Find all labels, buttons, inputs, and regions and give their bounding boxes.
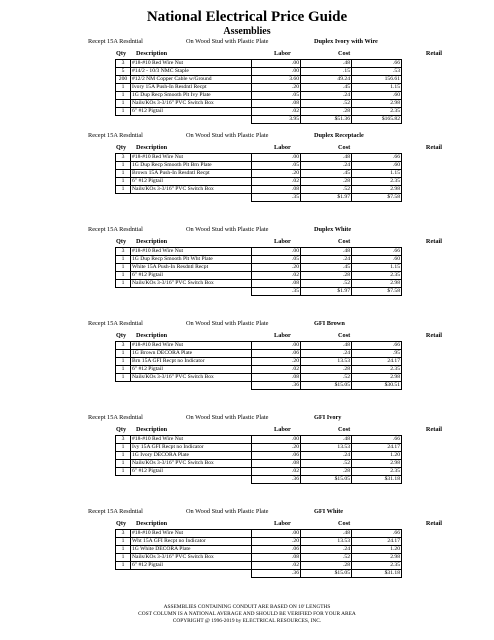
total-blank-cell: [116, 570, 131, 578]
cell-retail: 156.61: [352, 76, 402, 84]
section-receptacle: Recept 15A Resdntial: [88, 320, 143, 327]
cell-labor: .00: [252, 154, 301, 162]
total-blank-cell: [131, 288, 252, 296]
cell-retail: .53: [352, 68, 402, 76]
section-assembly-name: Duplex Ivory with Wire: [314, 38, 378, 45]
cell-qty: 3: [116, 436, 131, 444]
cell-cost: .45: [301, 170, 352, 178]
cell-retail: .66: [352, 154, 402, 162]
cell-qty: 1: [116, 546, 131, 554]
table-row: [116, 84, 402, 92]
cell-labor: .00: [252, 530, 301, 538]
cell-labor: .00: [252, 342, 301, 350]
assembly-section: [88, 414, 442, 508]
section-receptacle: Recept 15A Resdntial: [88, 414, 143, 421]
cell-desc: 1G Dup Recp Smooth Plt Wht Plate: [131, 256, 252, 264]
cell-retail: 2.98: [352, 100, 402, 108]
cell-cost: .28: [301, 366, 352, 374]
cell-cost: .48: [301, 530, 352, 538]
total-blank-cell: [116, 288, 131, 296]
cell-cost: .48: [301, 342, 352, 350]
cell-cost: .48: [301, 436, 352, 444]
table-row: [116, 162, 402, 170]
cell-retail: .66: [352, 342, 402, 350]
cell-labor: .00: [252, 68, 301, 76]
total-labor: .35: [252, 288, 301, 296]
cell-retail: 2.35: [352, 178, 402, 186]
section-receptacle: Recept 15A Resdntial: [88, 226, 143, 233]
cell-desc: Nails/KOs 3-3/16" PVC Switch Box: [131, 280, 252, 288]
table-row: [116, 444, 402, 452]
cell-cost: 49.24: [301, 76, 352, 84]
section-receptacle: Recept 15A Resdntial: [88, 132, 143, 139]
cell-qty: 3: [116, 248, 131, 256]
footer-notes: [0, 604, 494, 625]
cell-labor: .05: [252, 92, 301, 100]
col-description: Description: [136, 332, 168, 339]
col-cost: Cost: [338, 144, 351, 151]
cell-retail: .95: [352, 350, 402, 358]
table-row: [116, 538, 402, 546]
cell-labor: .05: [252, 162, 301, 170]
col-retail: Retail: [425, 50, 442, 57]
cell-qty: 1: [116, 108, 131, 116]
col-description: Description: [136, 144, 168, 151]
cell-qty: 1: [116, 264, 131, 272]
table-row: [116, 342, 402, 350]
cell-retail: 2.98: [352, 186, 402, 194]
total-cost: $51.36: [301, 116, 352, 124]
cell-desc: White 15A Push-In Resdntl Recpt: [131, 264, 252, 272]
cell-labor: .00: [252, 248, 301, 256]
cell-cost: .28: [301, 468, 352, 476]
cell-desc: Nails/KOs 3-3/16" PVC Switch Box: [131, 460, 252, 468]
cell-cost: .48: [301, 60, 352, 68]
col-labor: Labor: [274, 520, 291, 527]
cell-cost: .24: [301, 92, 352, 100]
col-retail: Retail: [425, 144, 442, 151]
col-qty: Qty: [116, 332, 127, 339]
cell-retail: .66: [352, 530, 402, 538]
cell-retail: .60: [352, 92, 402, 100]
total-blank-cell: [116, 194, 131, 202]
cell-qty: 3: [116, 60, 131, 68]
items-table: [115, 153, 402, 202]
cell-qty: 1: [116, 280, 131, 288]
cell-cost: .24: [301, 452, 352, 460]
table-row: [116, 374, 402, 382]
cell-qty: 3: [116, 342, 131, 350]
total-blank-cell: [131, 476, 252, 484]
cell-qty: 1: [116, 444, 131, 452]
items-table: [115, 59, 402, 124]
table-row: [116, 60, 402, 68]
col-qty: Qty: [116, 426, 127, 433]
cell-labor: .08: [252, 460, 301, 468]
assembly-section: [88, 320, 442, 414]
total-labor: .36: [252, 476, 301, 484]
total-blank-cell: [116, 382, 131, 390]
cell-cost: .24: [301, 350, 352, 358]
cell-desc: Brn 15A GFI Recpt no Indicator: [131, 358, 252, 366]
cell-retail: .60: [352, 162, 402, 170]
section-assembly-name: GFI Brown: [314, 320, 345, 327]
table-row: [116, 186, 402, 194]
items-table: [115, 341, 402, 390]
total-cost: $1.97: [301, 194, 352, 202]
cell-qty: 200: [116, 76, 131, 84]
cell-qty: 1: [116, 272, 131, 280]
cell-labor: .02: [252, 272, 301, 280]
table-row: [116, 108, 402, 116]
table-row: [116, 178, 402, 186]
cell-cost: .52: [301, 280, 352, 288]
cell-retail: .66: [352, 248, 402, 256]
cell-cost: .24: [301, 256, 352, 264]
cell-labor: .20: [252, 264, 301, 272]
total-cost: $15.05: [301, 570, 352, 578]
total-cost: $15.05: [301, 476, 352, 484]
cell-retail: 24.17: [352, 358, 402, 366]
cell-cost: .45: [301, 84, 352, 92]
cell-desc: #14/2 - 10/3 NMC Staple: [131, 68, 252, 76]
cell-desc: Nails/KOs 3-3/16" PVC Switch Box: [131, 186, 252, 194]
cell-desc: #18-#10 Red Wire Nut: [131, 342, 252, 350]
cell-cost: .28: [301, 562, 352, 570]
cell-labor: .08: [252, 554, 301, 562]
cell-cost: 13.53: [301, 358, 352, 366]
page-subtitle: Assemblies: [223, 26, 271, 37]
cell-labor: .20: [252, 358, 301, 366]
cell-labor: .06: [252, 452, 301, 460]
table-row: [116, 460, 402, 468]
total-blank-cell: [131, 382, 252, 390]
cell-desc: Ivy 15A GFI Recpt no Indicator: [131, 444, 252, 452]
table-row: [116, 100, 402, 108]
cell-retail: .66: [352, 60, 402, 68]
cell-labor: .08: [252, 100, 301, 108]
assembly-sections: [88, 38, 442, 602]
cell-desc: Nails/KOs 3-3/16" PVC Switch Box: [131, 374, 252, 382]
table-row: [116, 452, 402, 460]
cell-retail: 2.98: [352, 554, 402, 562]
cell-retail: 2.35: [352, 468, 402, 476]
cell-retail: 2.35: [352, 366, 402, 374]
table-row: [116, 280, 402, 288]
table-row: [116, 170, 402, 178]
cell-desc: 1G Dup Recp Smooth Plt Brn Plate: [131, 162, 252, 170]
col-description: Description: [136, 520, 168, 527]
cell-labor: 3.60: [252, 76, 301, 84]
cell-labor: .08: [252, 186, 301, 194]
cell-desc: 1G White DECORA Plate: [131, 546, 252, 554]
cell-labor: .20: [252, 84, 301, 92]
col-cost: Cost: [338, 332, 351, 339]
cell-qty: 1: [116, 178, 131, 186]
section-mounting: On Wood Stud with Plastic Plate: [186, 414, 269, 421]
col-retail: Retail: [425, 238, 442, 245]
cell-labor: .20: [252, 538, 301, 546]
section-mounting: On Wood Stud with Plastic Plate: [186, 320, 269, 327]
cell-labor: .02: [252, 468, 301, 476]
cell-qty: 1: [116, 358, 131, 366]
total-blank-cell: [131, 194, 252, 202]
cell-cost: .28: [301, 272, 352, 280]
section-receptacle: Recept 15A Resdntial: [88, 508, 143, 515]
cell-qty: 1: [116, 92, 131, 100]
assembly-section: [88, 132, 442, 226]
cell-retail: 2.98: [352, 280, 402, 288]
items-table: [115, 435, 402, 484]
cell-cost: .28: [301, 108, 352, 116]
cell-qty: 1: [116, 186, 131, 194]
table-row: [116, 92, 402, 100]
total-blank-cell: [131, 116, 252, 124]
total-blank-cell: [116, 476, 131, 484]
table-row: [116, 468, 402, 476]
cell-desc: Ivory 15A Push-In Resdntl Recpt: [131, 84, 252, 92]
total-retail: $31.18: [352, 476, 402, 484]
table-row: [116, 546, 402, 554]
table-row: [116, 272, 402, 280]
total-row: [116, 570, 402, 578]
items-table: [115, 247, 402, 296]
col-labor: Labor: [274, 238, 291, 245]
cell-cost: .15: [301, 68, 352, 76]
col-labor: Labor: [274, 144, 291, 151]
col-cost: Cost: [338, 238, 351, 245]
cell-qty: 1: [116, 468, 131, 476]
footer-line-cost: COST COLUMN IS A NATIONAL AVERAGE AND SHOULD BE VERIFIED FOR YOUR AREA: [138, 611, 356, 617]
cell-cost: .52: [301, 374, 352, 382]
cell-desc: Wht 15A GFI Recpt no Indicator: [131, 538, 252, 546]
cell-desc: #18-#10 Red Wire Nut: [131, 436, 252, 444]
cell-desc: #18-#10 Red Wire Nut: [131, 248, 252, 256]
total-retail: $7.58: [352, 194, 402, 202]
assembly-section: [88, 38, 442, 132]
section-assembly-name: GFI Ivory: [314, 414, 342, 421]
col-qty: Qty: [116, 50, 127, 57]
cell-retail: 1.20: [352, 546, 402, 554]
cell-cost: 13.53: [301, 444, 352, 452]
col-description: Description: [136, 50, 168, 57]
cell-desc: 6" #12 Pigtail: [131, 108, 252, 116]
items-table: [115, 529, 402, 578]
cell-qty: 1: [116, 100, 131, 108]
table-row: [116, 350, 402, 358]
cell-retail: 1.15: [352, 84, 402, 92]
cell-qty: 1: [116, 374, 131, 382]
total-row: [116, 194, 402, 202]
section-mounting: On Wood Stud with Plastic Plate: [186, 132, 269, 139]
cell-desc: 6" #12 Pigtail: [131, 366, 252, 374]
cell-retail: 2.35: [352, 562, 402, 570]
total-retail: $165.82: [352, 116, 402, 124]
cell-cost: .45: [301, 264, 352, 272]
cell-qty: 1: [116, 350, 131, 358]
cell-retail: 2.35: [352, 272, 402, 280]
table-row: [116, 76, 402, 84]
cell-qty: 1: [116, 538, 131, 546]
total-cost: $15.05: [301, 382, 352, 390]
total-row: [116, 288, 402, 296]
cell-qty: 1: [116, 562, 131, 570]
total-row: [116, 382, 402, 390]
cell-desc: 1G Dup Recp Smooth Plt Ivy Plate: [131, 92, 252, 100]
cell-cost: .52: [301, 460, 352, 468]
cell-labor: .02: [252, 178, 301, 186]
col-cost: Cost: [338, 50, 351, 57]
col-retail: Retail: [425, 426, 442, 433]
cell-desc: #18-#10 Red Wire Nut: [131, 60, 252, 68]
cell-desc: 6" #12 Pigtail: [131, 178, 252, 186]
col-labor: Labor: [274, 332, 291, 339]
table-row: [116, 154, 402, 162]
total-blank-cell: [131, 570, 252, 578]
cell-labor: .08: [252, 280, 301, 288]
cell-retail: 2.35: [352, 108, 402, 116]
col-qty: Qty: [116, 520, 127, 527]
cell-labor: .00: [252, 436, 301, 444]
total-labor: .35: [252, 194, 301, 202]
table-row: [116, 366, 402, 374]
section-mounting: On Wood Stud with Plastic Plate: [186, 226, 269, 233]
cell-retail: 1.20: [352, 452, 402, 460]
table-row: [116, 256, 402, 264]
cell-qty: 1: [116, 170, 131, 178]
cell-desc: Brown 15A Push-In Resdntl Recpt: [131, 170, 252, 178]
cell-qty: 3: [116, 530, 131, 538]
cell-qty: 1: [116, 554, 131, 562]
cell-qty: 3: [116, 154, 131, 162]
cell-qty: 1: [116, 366, 131, 374]
total-blank-cell: [116, 116, 131, 124]
cell-retail: 1.15: [352, 170, 402, 178]
section-assembly-name: Duplex White: [314, 226, 352, 233]
col-cost: Cost: [338, 426, 351, 433]
table-row: [116, 264, 402, 272]
cell-retail: .60: [352, 256, 402, 264]
cell-qty: 1: [116, 460, 131, 468]
cell-retail: 2.98: [352, 374, 402, 382]
total-cost: $1.97: [301, 288, 352, 296]
cell-cost: .24: [301, 546, 352, 554]
cell-labor: .00: [252, 60, 301, 68]
cell-labor: .02: [252, 366, 301, 374]
cell-desc: #12/2 NM Copper Cable w/Ground: [131, 76, 252, 84]
cell-desc: #18-#10 Red Wire Nut: [131, 154, 252, 162]
assembly-section: [88, 226, 442, 320]
table-row: [116, 248, 402, 256]
col-retail: Retail: [425, 332, 442, 339]
col-qty: Qty: [116, 144, 127, 151]
section-assembly-name: Duplex Receptacle: [314, 132, 364, 139]
cell-retail: 2.98: [352, 460, 402, 468]
cell-cost: 13.53: [301, 538, 352, 546]
total-retail: $30.51: [352, 382, 402, 390]
cell-retail: 1.15: [352, 264, 402, 272]
table-row: [116, 562, 402, 570]
cell-cost: .48: [301, 154, 352, 162]
cell-qty: 1: [116, 162, 131, 170]
col-description: Description: [136, 238, 168, 245]
cell-qty: 5: [116, 68, 131, 76]
footer-line-conduit: ASSEMBLIES CONTAINING CONDUIT ARE BASED ON 10' LENGTHS: [163, 604, 331, 610]
cell-retail: .66: [352, 436, 402, 444]
cell-cost: .52: [301, 554, 352, 562]
cell-labor: .06: [252, 350, 301, 358]
cell-labor: .20: [252, 444, 301, 452]
section-mounting: On Wood Stud with Plastic Plate: [186, 38, 269, 45]
cell-qty: 1: [116, 452, 131, 460]
table-row: [116, 68, 402, 76]
cell-cost: .28: [301, 178, 352, 186]
cell-cost: .48: [301, 248, 352, 256]
cell-cost: .24: [301, 162, 352, 170]
cell-labor: .08: [252, 374, 301, 382]
assembly-section: [88, 508, 442, 602]
cell-desc: 6" #12 Pigtail: [131, 468, 252, 476]
col-labor: Labor: [274, 50, 291, 57]
cell-cost: .52: [301, 186, 352, 194]
total-retail: $7.58: [352, 288, 402, 296]
col-labor: Labor: [274, 426, 291, 433]
col-description: Description: [136, 426, 168, 433]
section-receptacle: Recept 15A Resdntial: [88, 38, 143, 45]
table-row: [116, 436, 402, 444]
col-qty: Qty: [116, 238, 127, 245]
total-row: [116, 476, 402, 484]
cell-desc: #18-#10 Red Wire Nut: [131, 530, 252, 538]
total-labor: .36: [252, 382, 301, 390]
cell-desc: 1G Brown DECORA Plate: [131, 350, 252, 358]
col-retail: Retail: [425, 520, 442, 527]
total-labor: .36: [252, 570, 301, 578]
cell-desc: Nails/KOs 3-3/16" PVC Switch Box: [131, 554, 252, 562]
cell-desc: 1G Ivory DECORA Plate: [131, 452, 252, 460]
cell-labor: .20: [252, 170, 301, 178]
section-assembly-name: GFI White: [314, 508, 344, 515]
table-row: [116, 530, 402, 538]
total-row: [116, 116, 402, 124]
cell-labor: .02: [252, 562, 301, 570]
page-title: National Electrical Price Guide: [146, 9, 348, 25]
cell-retail: 24.17: [352, 444, 402, 452]
cell-desc: 6" #12 Pigtail: [131, 272, 252, 280]
cell-qty: 1: [116, 256, 131, 264]
footer-line-copyright: COPYRIGHT @ 1996-2019 by ELECTRICAL RESOURCES, INC.: [172, 618, 322, 624]
total-labor: 3.95: [252, 116, 301, 124]
col-cost: Cost: [338, 520, 351, 527]
cell-qty: 1: [116, 84, 131, 92]
cell-desc: Nails/KOs 3-3/16" PVC Switch Box: [131, 100, 252, 108]
cell-labor: .06: [252, 546, 301, 554]
cell-cost: .52: [301, 100, 352, 108]
cell-desc: 6" #12 Pigtail: [131, 562, 252, 570]
table-row: [116, 554, 402, 562]
cell-retail: 24.17: [352, 538, 402, 546]
section-mounting: On Wood Stud with Plastic Plate: [186, 508, 269, 515]
table-row: [116, 358, 402, 366]
cell-labor: .02: [252, 108, 301, 116]
cell-labor: .05: [252, 256, 301, 264]
total-retail: $31.18: [352, 570, 402, 578]
